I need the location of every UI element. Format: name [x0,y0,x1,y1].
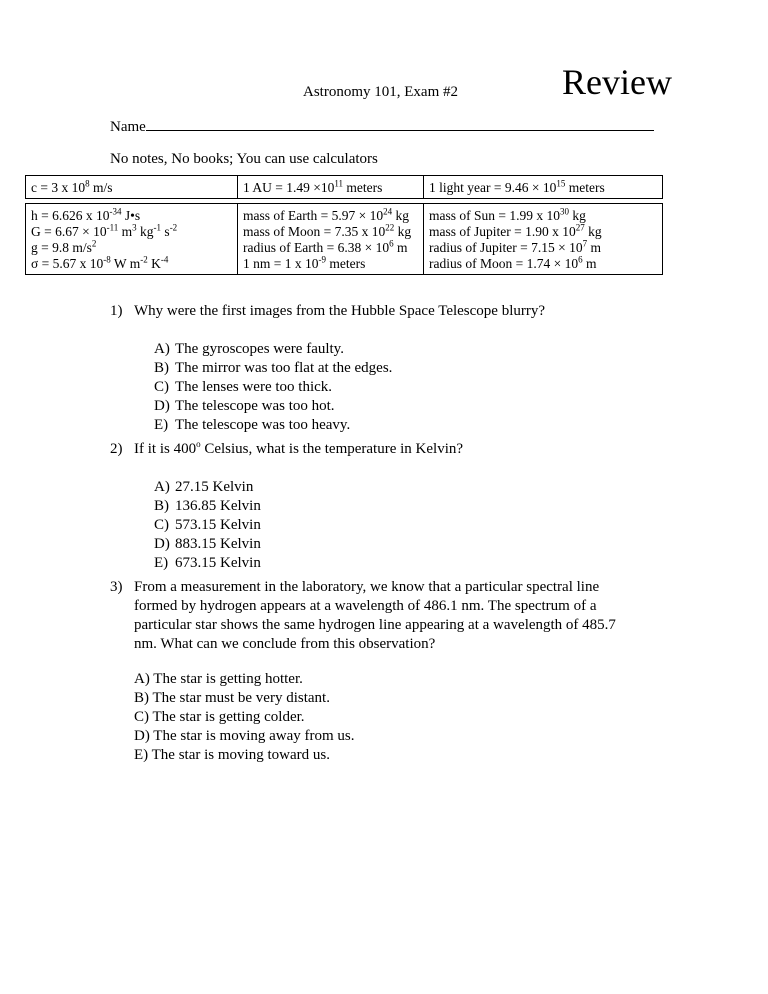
option-d[interactable]: D) The telescope was too hot. [154,398,335,414]
instructions: No notes, No books; You can use calculators [110,151,378,167]
option-c[interactable]: C) 573.15 Kelvin [154,517,261,533]
sun-jupiter-cell [424,204,663,275]
jupiter-mass: mass of Jupiter = 1.90 x $10^{27}$ kg [429,222,602,239]
constants-table [25,175,663,275]
option-e[interactable]: E) The telescope was too heavy. [154,417,351,433]
option-c[interactable]: C) The star is getting colder. [134,709,305,725]
name-label: Name [110,119,146,135]
question-number: 2) [110,441,123,457]
physics-constants-cell [26,204,238,275]
question-text: If it is 400$^o$ Celsius, what is the temperature in Kelvin? [134,439,464,457]
exam-title: Astronomy 101, Exam #2 [303,84,458,100]
moon-radius: radius of Moon = $1.74 \times 10^6$ m [429,254,597,271]
name-underline [146,117,654,131]
gravity-acceleration: g = 9.8 $m/s^2$ [31,238,97,255]
option-b[interactable]: B) The star must be very distant. [134,690,330,706]
stefan-boltzmann-constant: σ = 5.67 x $10^{-8}$ W $m^{-2}$ $K^{-4}$ [31,254,169,271]
option-c[interactable]: C) The lenses were too thick. [154,379,333,395]
option-a[interactable]: A) 27.15 Kelvin [154,479,254,495]
jupiter-radius: radius of Jupiter = $7.15 \times 10^7$ m [429,238,601,255]
constants-row-2 [26,204,663,275]
name-field[interactable] [110,117,658,136]
gravitational-constant: $G = 6.67 \times 10^{-11}$ $m^3$ $kg^{-1}$ $s^{-2}$ [31,222,178,239]
earth-radius: radius of Earth = $6.38 \times 10^6$ m [243,238,408,255]
review-heading: Review [562,62,672,102]
earth-mass: mass of Earth = $5.97 \times 10^{24}$ kg [243,206,409,223]
option-e[interactable]: E) The star is moving toward us. [134,747,330,763]
option-a[interactable]: A) The gyroscopes were faulty. [154,341,344,357]
question-1-options [154,340,392,435]
option-b[interactable]: B) 136.85 Kelvin [154,498,261,514]
option-b[interactable]: B) The mirror was too flat at the edges. [154,360,393,376]
moon-mass: mass of Moon = 7.35 x $10^{22}$ kg [243,222,412,239]
question-3-options [134,670,355,765]
question-text: From a measurement in the laboratory, we know that a particular spectral line formed by hydrogen appears at a wavelength of 486.1 nm. The spectrum of a particular star shows the same hydrogen line appearing at a wavelength of 485.7 nm. What can we conclude from this observation? [134,579,616,652]
option-a[interactable]: A) The star is getting hotter. [134,671,303,687]
question-text: Why were the first images from the Hubble Space Telescope blurry? [134,303,546,319]
question-2-options [154,478,261,573]
constants-row-1 [26,176,663,199]
light-year-cell: 1 light year = $9.46 \times 10^{15}$ meters [424,176,663,199]
planck-constant: h = 6.626 x $10^{-34}$ J•s [31,206,141,223]
nanometer: 1 nm = 1 x $10^{-9}$ meters [243,254,366,271]
option-d[interactable]: D) 883.15 Kelvin [154,536,261,552]
sun-mass: mass of Sun = 1.99 x $10^{30}$ kg [429,206,586,223]
question-number: 1) [110,303,123,319]
option-d[interactable]: D) The star is moving away from us. [134,728,355,744]
option-e[interactable]: E) 673.15 Kelvin [154,555,261,571]
earth-moon-cell [238,204,424,275]
au-cell: 1 AU = $1.49 \times 10^{11}$ meters [238,176,424,199]
question-number: 3) [110,579,123,595]
speed-of-light-cell: c = 3 x $10^8$ m/s [26,176,238,199]
